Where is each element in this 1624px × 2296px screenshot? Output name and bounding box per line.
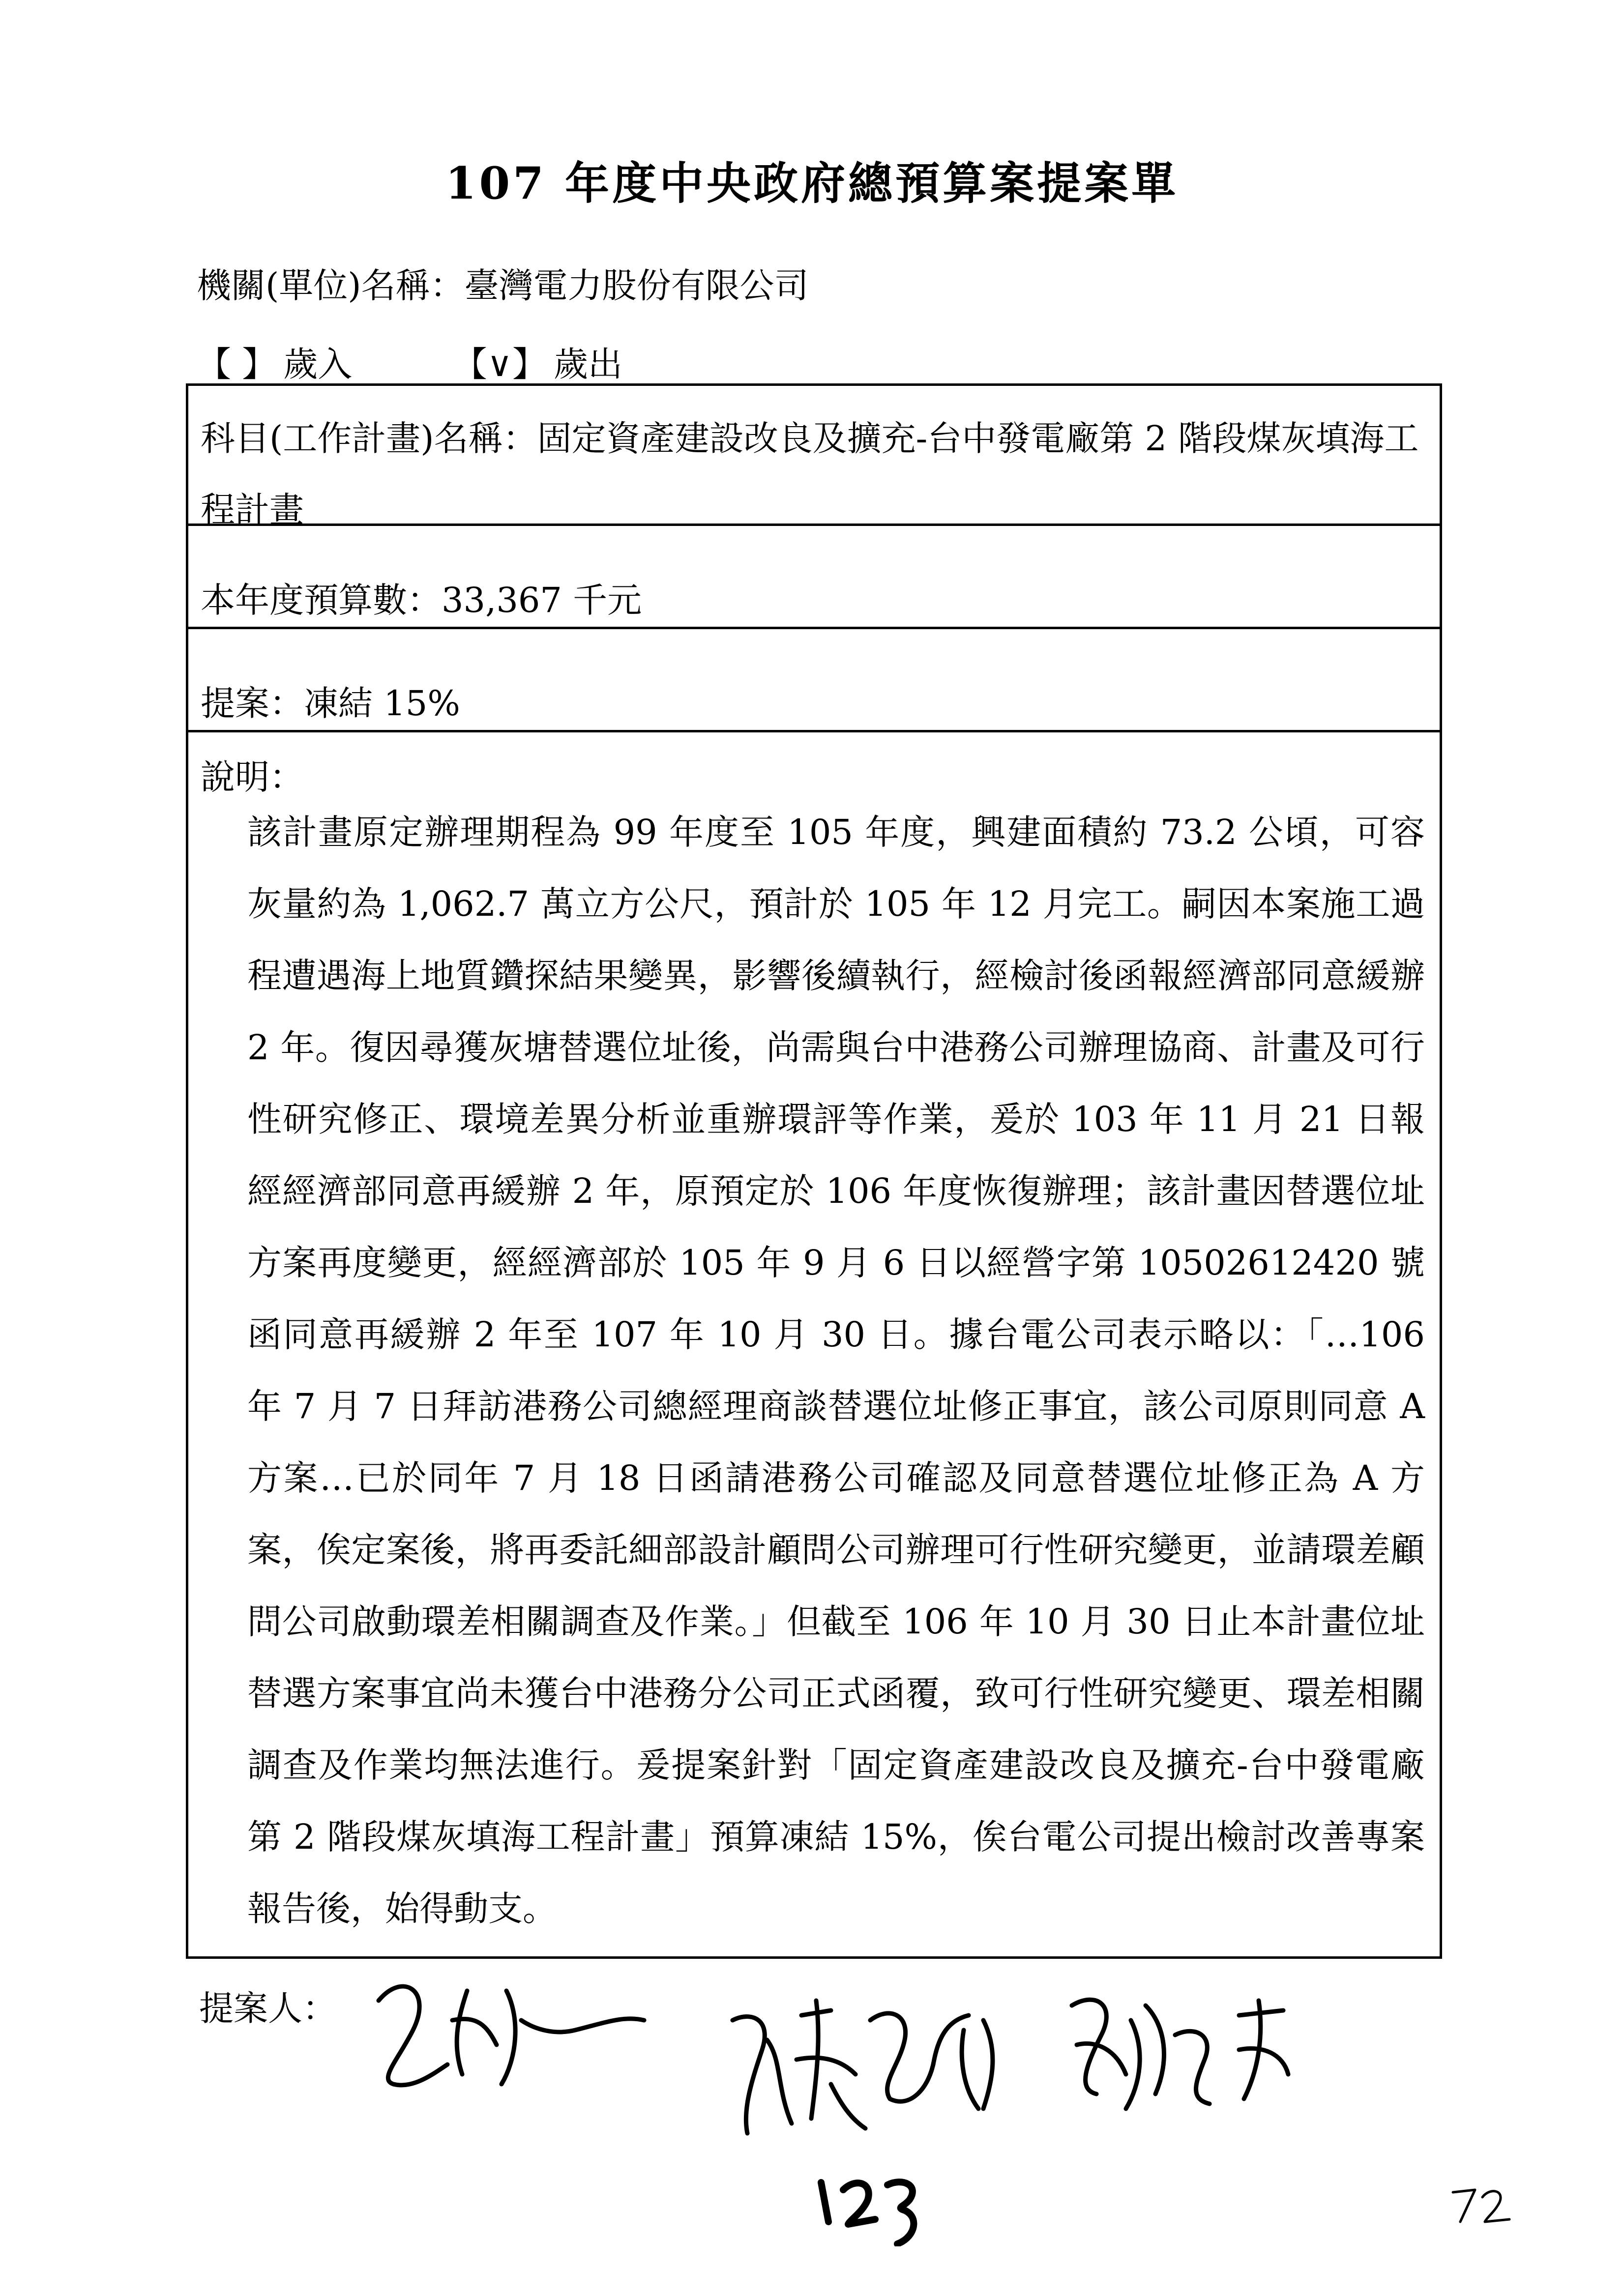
proposer-label: 提案人： <box>199 1988 337 2029</box>
signature-stroke <box>379 1986 447 2085</box>
budget-label: 本年度預算數： <box>201 580 442 620</box>
proposal-table <box>186 383 1442 1959</box>
signature-stroke <box>1072 2000 1126 2094</box>
proposal-text <box>201 676 1427 726</box>
explanation-label: 說明： <box>201 757 304 797</box>
signature-stroke <box>1239 2001 1288 2099</box>
subject-row <box>188 383 1440 530</box>
signature-stroke <box>1175 2031 1210 2104</box>
proposal-row <box>188 627 1440 732</box>
signature-stroke <box>962 2020 993 2109</box>
subject-value: 固定資產建設改良及擴充-台中發電廠第 2 階段煤灰填海工程計畫 <box>201 418 1419 530</box>
expenditure-checkbox[interactable]: 【∨】 <box>452 344 547 384</box>
budget-type-line <box>197 337 622 386</box>
corner-page-number-72 <box>1448 2182 1522 2227</box>
revenue-checkbox[interactable]: 【 】 <box>197 344 277 384</box>
signature-stroke <box>1126 2005 1164 2109</box>
document-title: 107 年度中央政府總預算案提案單 <box>445 157 1179 209</box>
signature-stroke <box>452 1991 515 2084</box>
revenue-label: 歲入 <box>283 344 353 384</box>
signature-stroke <box>870 2013 969 2101</box>
handwritten-signatures <box>359 1961 1401 2168</box>
budget-row <box>188 523 1440 629</box>
signature-stroke <box>521 2019 644 2032</box>
explanation-row <box>188 730 1440 1956</box>
budget-value: 33,367 千元 <box>442 580 642 620</box>
signature-stroke <box>797 2001 865 2128</box>
explanation-body: 該計畫原定辦理期程為 99 年度至 105 年度，興建面積約 73.2 公頃，可容灰量約為 1,062.7 萬立方公尺，預計於 105 年 12 月完工。嗣因本案施工過程遭遇海上地質鑽探結果變異，影響後續執行，經檢討後函報經濟部同意緩辦 2 年。復因尋獲灰塘替選位址後，尚需與台中港務公司辦理協商、計畫及可行性研究修正、環境差異分析並重辦環評等作業，爰於 103 年 11 月 21 日報經經濟部同意再緩辦 2 年，原預定於 106 年度恢復辦理；該計畫因替選位址方案再度變更，經經濟部於 105 年 9 月 6 日以經營字第 10502612420 號函同意再緩辦 2 年至 107 年 10 月 30 日。據台電公司表示略以：「…106 年 7 月 7 日拜訪港務公司總經理商談替選位址修正事宜，該公司原則同意 A 方案…已於同年 7 月 18 日函請港務公司確認及同意替選位址修正為 A 方案，俟定案後，將再委託細部設計顧問公司辦理可行性研究變更，並請環差顧問公司啟動環差相關調查及作業。」但截至 106 年 10 月 30 日止本計畫位址替選方案事宜尚未獲台中港務分公司正式函覆，致可行性研究變更、環差相關調查及作業均無法進行。爰提案針對「固定資產建設改良及擴充-台中發電廠第 2 階段煤灰填海工程計畫」預算凍結 15%，俟台電公司提出檢討改善專案報告後，始得動支。 <box>247 812 1425 1929</box>
proposal-value: 凍結 15% <box>304 683 460 724</box>
agency-line <box>197 258 809 308</box>
agency-value: 臺灣電力股份有限公司 <box>464 265 809 306</box>
proposal-label: 提案： <box>201 683 304 724</box>
budget-text <box>201 573 1427 622</box>
expenditure-label: 歲出 <box>554 344 623 384</box>
subject-label: 科目(工作計畫)名稱： <box>201 418 537 459</box>
agency-label: 機關(單位)名稱： <box>197 265 465 306</box>
handwritten-page-number-123 <box>806 2163 934 2246</box>
signature-stroke <box>733 2017 792 2134</box>
